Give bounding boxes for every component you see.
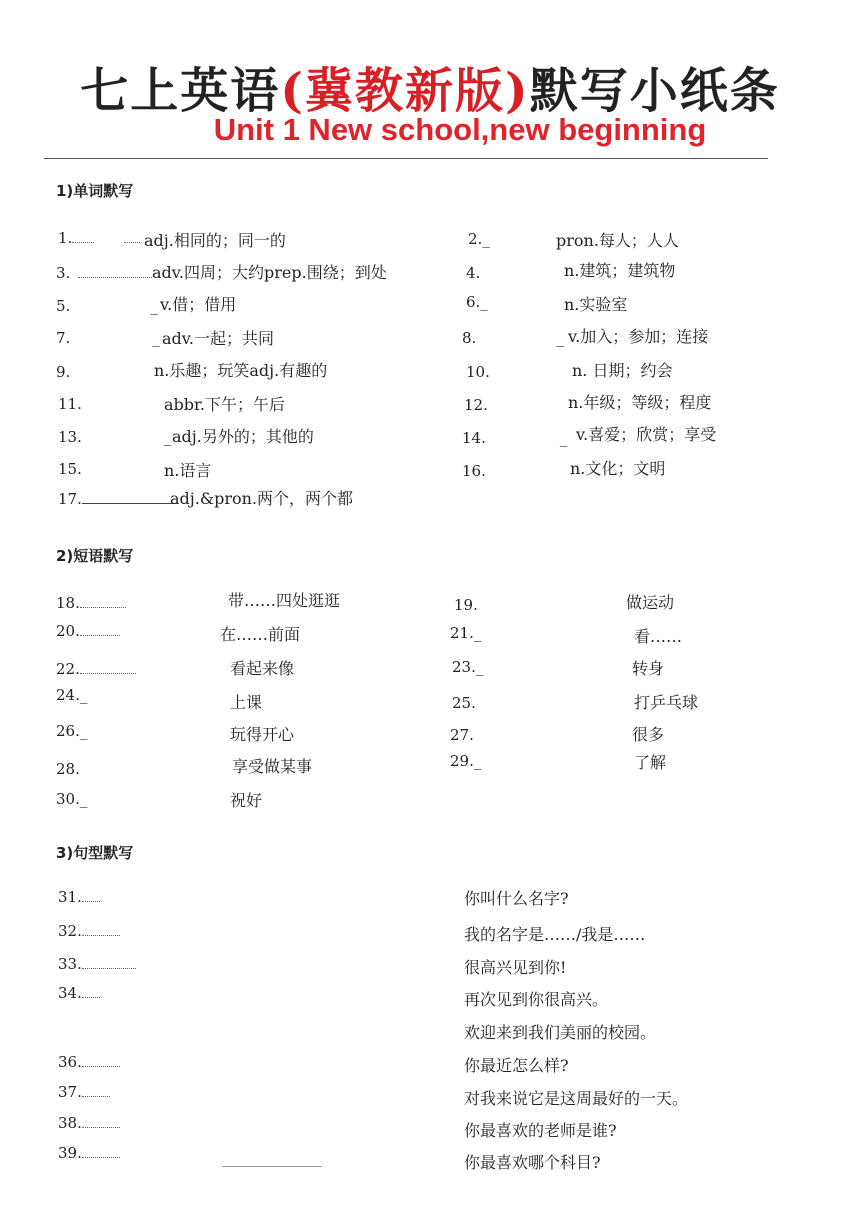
word-meaning: n. 日期；约会 <box>572 361 673 380</box>
phrase-item[interactable]: 23._ <box>452 658 484 676</box>
phrase-meaning: 打乒乓球 <box>634 693 699 712</box>
word-item[interactable]: 13. _ <box>58 428 172 446</box>
sentence-meaning: 欢迎来到我们美丽的校园。 <box>464 1023 657 1042</box>
sentence-item[interactable]: 37. <box>58 1083 110 1101</box>
word-meaning: v.加入；参加；连接 <box>568 327 709 346</box>
phrase-item[interactable]: 27. <box>450 726 474 744</box>
sentence-item[interactable]: 38. <box>58 1114 120 1132</box>
sentence-meaning: 你叫什么名字? <box>464 889 569 908</box>
sentence-meaning: 你最近怎么样? <box>464 1056 569 1075</box>
word-item[interactable]: 7. _ <box>56 329 160 347</box>
sentence-meaning: 对我来说它是这周最好的一天。 <box>464 1089 689 1108</box>
word-item[interactable]: 11. <box>58 395 82 413</box>
phrase-meaning: 了解 <box>634 753 667 772</box>
phrase-item[interactable]: 19. <box>454 596 478 614</box>
phrase-item[interactable]: 26._ <box>56 722 88 740</box>
word-meaning: v.借；借用 <box>160 295 237 314</box>
word-meaning: n.乐趣；玩笑adj.有趣的 <box>154 361 328 380</box>
sentence-meaning: 你最喜欢的老师是谁? <box>464 1121 617 1140</box>
phrase-meaning: 享受做某事 <box>232 757 313 776</box>
unit-subtitle: Unit 1 New school,new beginning <box>213 112 707 147</box>
word-item[interactable]: 9. <box>56 363 71 381</box>
word-item[interactable]: 17. <box>58 490 176 508</box>
phrase-meaning: 玩得开心 <box>230 725 295 744</box>
section-heading-phrases: 2)短语默写 <box>56 547 134 565</box>
word-item[interactable]: 3. <box>56 264 152 282</box>
sentence-item[interactable]: 31. <box>58 888 100 906</box>
sentence-item[interactable]: 34. <box>58 984 100 1002</box>
word-meaning: abbr.下午；午后 <box>164 395 286 414</box>
page-title <box>0 52 860 121</box>
section-heading-sentences: 3)句型默写 <box>56 844 134 862</box>
word-item[interactable]: 5. _ <box>56 297 158 315</box>
sentence-meaning: 你最喜欢哪个科目? <box>464 1153 601 1172</box>
word-meaning: n.实验室 <box>564 295 628 314</box>
word-meaning: adv.一起；共同 <box>162 329 275 348</box>
sentence-item[interactable]: 39. <box>58 1144 120 1162</box>
title-suffix: 默写小纸条 <box>529 63 780 119</box>
phrase-meaning: 祝好 <box>230 791 263 810</box>
word-item[interactable]: 10. <box>466 363 490 381</box>
word-item[interactable]: 15. <box>58 460 82 478</box>
phrase-meaning: 带……四处逛逛 <box>228 591 341 610</box>
word-item[interactable]: 12. <box>464 396 488 414</box>
word-item[interactable]: 1. <box>58 229 140 247</box>
sentence-meaning: 很高兴见到你! <box>464 958 567 977</box>
word-meaning: pron.每人；人人 <box>556 231 679 250</box>
title-highlight: (冀教新版) <box>280 63 530 119</box>
sentence-item[interactable]: 33. <box>58 955 136 973</box>
word-meaning: n.年级；等级；程度 <box>568 393 712 412</box>
phrase-meaning: 上课 <box>230 693 263 712</box>
phrase-item[interactable]: 24._ <box>56 686 88 704</box>
word-meaning: n.语言 <box>164 461 212 480</box>
phrase-meaning: 很多 <box>632 725 665 744</box>
word-meaning: adv.四周；大约prep.围绕；到处 <box>152 263 387 282</box>
phrase-item[interactable]: 20. <box>56 622 120 640</box>
phrase-item[interactable]: 22. <box>56 660 136 678</box>
word-meaning: adj.相同的；同一的 <box>144 231 286 250</box>
phrase-meaning: 看起来像 <box>230 659 295 678</box>
section-heading-words: 1)单词默写 <box>56 182 134 200</box>
word-item[interactable]: 2._ <box>468 230 490 248</box>
phrase-item[interactable]: 30._ <box>56 790 88 808</box>
word-item[interactable]: 14. _ <box>462 429 568 447</box>
phrase-item[interactable]: 25. <box>452 694 476 712</box>
word-meaning: v.喜爱；欣赏；享受 <box>576 425 717 444</box>
word-item[interactable]: 16. <box>462 462 486 480</box>
footer-divider <box>222 1166 322 1167</box>
phrase-item[interactable]: 18. <box>56 594 126 612</box>
phrase-meaning: 看…… <box>634 627 683 646</box>
phrase-item[interactable]: 28. <box>56 760 80 778</box>
title-divider <box>44 158 768 159</box>
word-meaning: n.文化；文明 <box>570 459 666 478</box>
sentence-item[interactable]: 36. <box>58 1053 120 1071</box>
word-item[interactable]: 8. _ <box>462 329 564 347</box>
word-meaning: adj.&pron.两个，两个都 <box>170 489 353 508</box>
word-meaning: adj.另外的；其他的 <box>172 427 314 446</box>
phrase-meaning: 转身 <box>632 659 665 678</box>
word-item[interactable]: 6._ <box>466 293 488 311</box>
phrase-meaning: 做运动 <box>626 593 675 612</box>
sentence-item[interactable]: 32. <box>58 922 120 940</box>
sentence-meaning: 再次见到你很高兴。 <box>464 990 609 1009</box>
word-meaning: n.建筑；建筑物 <box>564 261 676 280</box>
word-item[interactable]: 4. <box>466 264 481 282</box>
title-prefix: 七上英语 <box>80 63 281 119</box>
phrase-meaning: 在……前面 <box>220 625 301 644</box>
sentence-meaning: 我的名字是……/我是…… <box>464 925 646 944</box>
phrase-item[interactable]: 29._ <box>450 752 482 770</box>
phrase-item[interactable]: 21._ <box>450 624 482 642</box>
